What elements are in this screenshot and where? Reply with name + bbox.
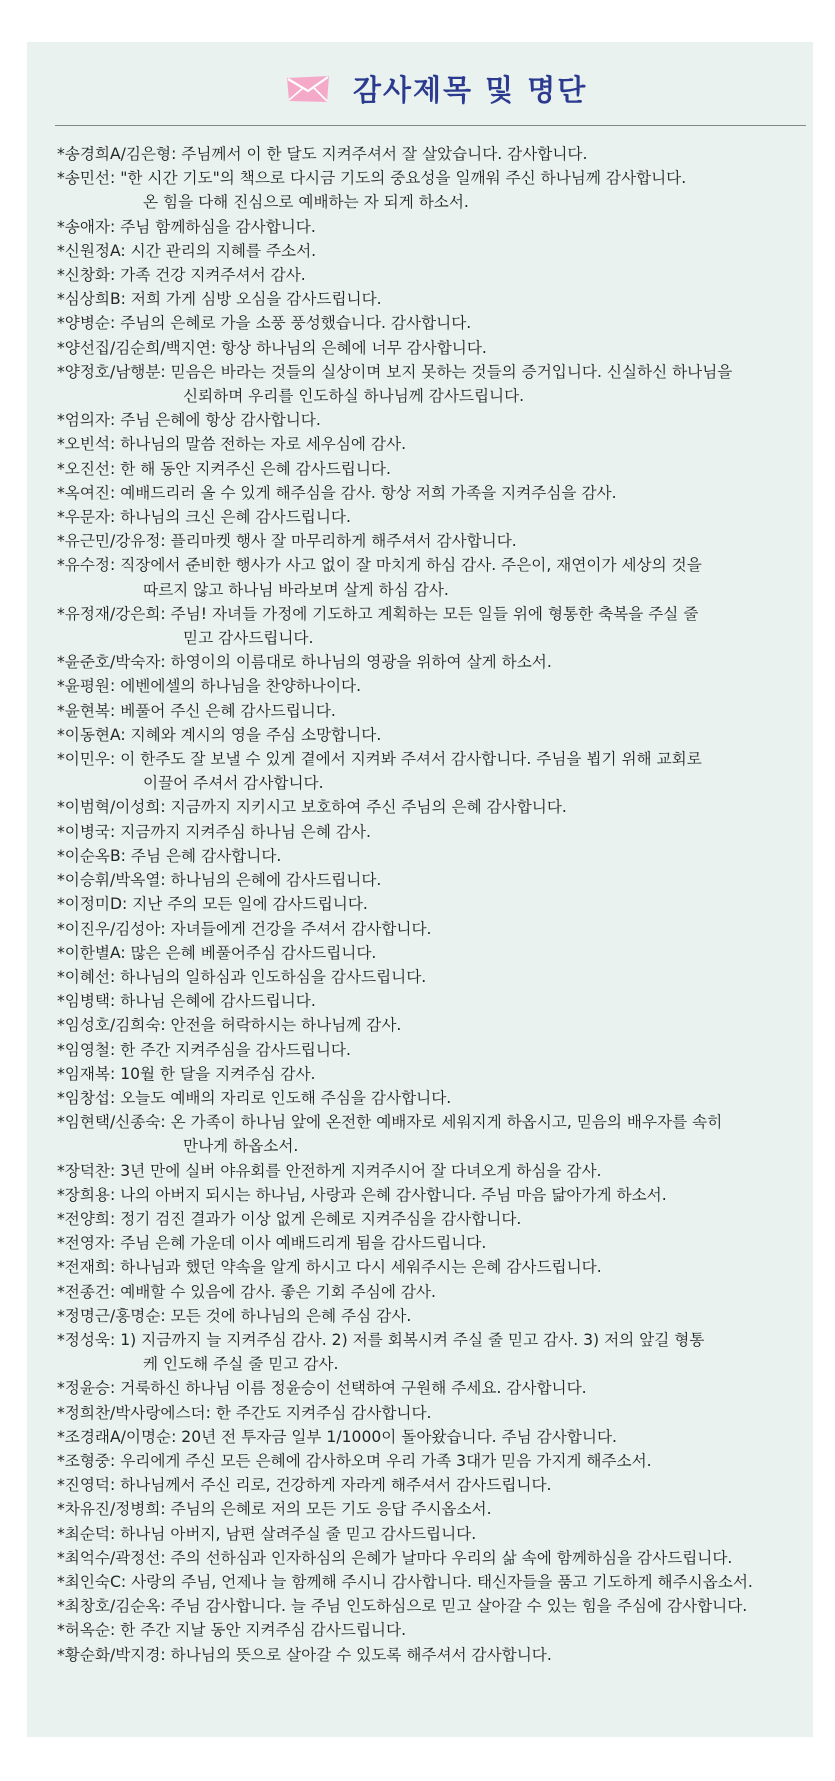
entry-continuation: 케 인도해 주실 줄 믿고 감사. bbox=[143, 1355, 339, 1374]
list-item bbox=[57, 795, 807, 819]
thanks-list bbox=[57, 142, 807, 1667]
thanks-card bbox=[27, 42, 813, 1737]
entry-text: *윤평원: 에벤에셀의 하나님을 찬양하나이다. bbox=[57, 677, 362, 696]
list-item bbox=[57, 408, 807, 432]
list-item bbox=[57, 457, 807, 481]
list-item bbox=[57, 1062, 807, 1086]
list-item bbox=[57, 311, 807, 335]
list-item bbox=[57, 505, 807, 529]
entry-text: *임재복: 10월 한 달을 지켜주심 감사. bbox=[57, 1064, 316, 1083]
entry-text: *심상희B: 저희 가게 심방 오심을 감사드립니다. bbox=[57, 290, 382, 309]
list-item bbox=[57, 1159, 807, 1183]
list-item bbox=[57, 215, 807, 239]
entry-continuation: 이끌어 주셔서 감사합니다. bbox=[143, 774, 324, 793]
entry-continuation: 온 힘을 다해 진심으로 예배하는 자 되게 하소서. bbox=[143, 193, 469, 212]
list-item bbox=[57, 336, 807, 360]
list-item bbox=[57, 1280, 807, 1304]
header bbox=[27, 70, 813, 110]
list-item bbox=[57, 1522, 807, 1546]
entry-text: *엄의자: 주님 은혜에 항상 감사합니다. bbox=[57, 411, 321, 430]
entry-text: *최억수/곽정선: 주의 선하심과 인자하심의 은혜가 날마다 우리의 삶 속에 함께하심을 감사드립니다. bbox=[57, 1548, 733, 1567]
entry-text: *유수정: 직장에서 준비한 행사가 사고 없이 잘 마치게 하심 감사. 주은이, 재연이가 세상의 것을 bbox=[57, 556, 702, 575]
entry-text: *송민선: "한 시간 기도"의 책으로 다시금 기도의 중요성을 일깨워 주신 하나님께 감사합니다. bbox=[57, 169, 687, 188]
list-item bbox=[57, 723, 807, 747]
entry-text: *이승휘/박옥열: 하나님의 은혜에 감사드립니다. bbox=[57, 871, 382, 890]
list-item bbox=[57, 1255, 807, 1279]
list-item bbox=[57, 699, 807, 723]
list-item bbox=[57, 1643, 807, 1667]
list-item bbox=[57, 1183, 807, 1207]
list-item bbox=[57, 868, 807, 892]
list-item bbox=[57, 287, 807, 311]
page-title: 감사제목 및 명단 bbox=[353, 73, 588, 107]
title-divider bbox=[55, 125, 806, 126]
entry-text: *임영철: 한 주간 지켜주심을 감사드립니다. bbox=[57, 1040, 351, 1059]
entry-text: *송경희A/김은형: 주님께서 이 한 달도 지켜주셔서 잘 살았습니다. 감사합니다. bbox=[57, 145, 588, 163]
entry-text: *임병택: 하나님 은혜에 감사드립니다. bbox=[57, 992, 316, 1011]
entry-text: *신원정A: 시간 관리의 지혜를 주소서. bbox=[57, 241, 317, 260]
list-item bbox=[57, 989, 807, 1013]
list-item bbox=[57, 1401, 807, 1425]
list-item bbox=[57, 1449, 807, 1473]
entry-text: *조형중: 우리에게 주신 모든 은혜에 감사하오며 우리 가족 3대가 믿음 가지게 해주소서. bbox=[57, 1451, 652, 1470]
entry-text: *옥여진: 예배드리러 올 수 있게 해주심을 감사. 항상 저희 가족을 지켜주심을 감사. bbox=[57, 483, 617, 502]
list-item bbox=[57, 820, 807, 844]
entry-text: *진영덕: 하나님께서 주신 리로, 건강하게 자라게 해주셔서 감사드립니다. bbox=[57, 1476, 552, 1495]
list-item bbox=[57, 917, 807, 941]
list-item bbox=[57, 1086, 807, 1110]
list-item bbox=[57, 1207, 807, 1231]
entry-continuation: 믿고 감사드립니다. bbox=[183, 629, 314, 648]
list-item bbox=[57, 1473, 807, 1497]
entry-text: *허옥순: 한 주간 지날 동안 지켜주심 감사드립니다. bbox=[57, 1621, 407, 1640]
entry-text: *이정미D: 지난 주의 모든 일에 감사드립니다. bbox=[57, 895, 368, 914]
entry-text: *이민우: 이 한주도 잘 보낼 수 있게 곁에서 지켜봐 주셔서 감사합니다. 주님을 뵙기 위해 교회로 bbox=[57, 750, 702, 769]
entry-text: *양병순: 주님의 은혜로 가을 소풍 풍성했습니다. 감사합니다. bbox=[57, 314, 472, 333]
list-item bbox=[57, 892, 807, 916]
list-item bbox=[57, 166, 807, 214]
list-item bbox=[57, 1328, 807, 1376]
list-item bbox=[57, 1376, 807, 1400]
list-item bbox=[57, 1110, 807, 1158]
entry-text: *우문자: 하나님의 크신 은혜 감사드립니다. bbox=[57, 508, 351, 527]
list-item bbox=[57, 674, 807, 698]
list-item bbox=[57, 1618, 807, 1642]
entry-text: *양정호/남행분: 믿음은 바라는 것들의 실상이며 보지 못하는 것들의 증거입니다. 신실하신 하나님을 bbox=[57, 362, 733, 381]
entry-text: *장희용: 나의 아버지 되시는 하나님, 사랑과 은혜 감사합니다. 주님 마음 닮아가게 하소서. bbox=[57, 1185, 667, 1204]
entry-text: *이한별A: 많은 은혜 베풀어주심 감사드립니다. bbox=[57, 943, 377, 962]
entry-text: *이혜선: 하나님의 일하심과 인도하심을 감사드립니다. bbox=[57, 967, 427, 986]
list-item bbox=[57, 650, 807, 674]
entry-text: *황순화/박지경: 하나님의 뜻으로 살아갈 수 있도록 해주셔서 감사합니다. bbox=[57, 1645, 552, 1664]
list-item bbox=[57, 239, 807, 263]
entry-text: *정명근/홍명순: 모든 것에 하나님의 은혜 주심 감사. bbox=[57, 1306, 412, 1325]
envelope-icon bbox=[285, 74, 331, 104]
list-item bbox=[57, 602, 807, 650]
entry-text: *이동현A: 지혜와 계시의 영을 주심 소망합니다. bbox=[57, 725, 382, 744]
entry-continuation: 만나게 하옵소서. bbox=[183, 1137, 299, 1156]
list-item bbox=[57, 941, 807, 965]
entry-text: *전영자: 주님 은혜 가운데 이사 예배드리게 됨을 감사드립니다. bbox=[57, 1234, 487, 1253]
list-item bbox=[57, 263, 807, 287]
entry-text: *최창호/김순옥: 주님 감사합니다. 늘 주님 인도하심으로 믿고 살아갈 수 있는 힘을 주심에 감사합니다. bbox=[57, 1597, 748, 1616]
entry-text: *임현택/신종숙: 온 가족이 하나님 앞에 온전한 예배자로 세워지게 하옵시고, 믿음의 배우자를 속히 bbox=[57, 1113, 723, 1132]
entry-text: *이진우/김성아: 자녀들에게 건강을 주셔서 감사합니다. bbox=[57, 919, 432, 938]
list-item bbox=[57, 1594, 807, 1618]
entry-text: *오빈석: 하나님의 말씀 전하는 자로 세우심에 감사. bbox=[57, 435, 407, 454]
entry-text: *오진선: 한 해 동안 지켜주신 은혜 감사드립니다. bbox=[57, 459, 391, 478]
list-item bbox=[57, 965, 807, 989]
entry-text: *윤현복: 베풀어 주신 은혜 감사드립니다. bbox=[57, 701, 336, 720]
list-item bbox=[57, 1231, 807, 1255]
entry-text: *최순덕: 하나님 아버지, 남편 살려주실 줄 믿고 감사드립니다. bbox=[57, 1524, 477, 1543]
entry-text: *이범혁/이성희: 지금까지 지키시고 보호하여 주신 주님의 은혜 감사합니다. bbox=[57, 798, 567, 817]
entry-text: *이순옥B: 주님 은혜 감사합니다. bbox=[57, 846, 282, 865]
entry-text: *최인숙C: 사랑의 주님, 언제나 늘 함께해 주시니 감사합니다. 태신자들을 품고 기도하게 해주시옵소서. bbox=[57, 1572, 753, 1591]
list-item bbox=[57, 529, 807, 553]
entry-continuation: 신뢰하며 우리를 인도하실 하나님께 감사드립니다. bbox=[183, 387, 525, 406]
entry-text: *정성욱: 1) 지금까지 늘 지켜주심 감사. 2) 저를 회복시켜 주실 줄 믿고 감사. 3) 저의 앞길 형통 bbox=[57, 1330, 705, 1349]
entry-text: *신창화: 가족 건강 지켜주셔서 감사. bbox=[57, 266, 306, 285]
entry-text: *송애자: 주님 함께하심을 감사합니다. bbox=[57, 217, 316, 236]
entry-text: *이병국: 지금까지 지켜주심 하나님 은혜 감사. bbox=[57, 822, 371, 841]
entry-text: *조경래A/이명순: 20년 전 투자금 일부 1/1000이 돌아왔습니다. 주님 감사합니다. bbox=[57, 1427, 617, 1446]
list-item bbox=[57, 1570, 807, 1594]
list-item bbox=[57, 360, 807, 408]
list-item bbox=[57, 481, 807, 505]
entry-text: *정희찬/박사랑에스더: 한 주간도 지켜주심 감사합니다. bbox=[57, 1403, 432, 1422]
entry-continuation: 따르지 않고 하나님 바라보며 살게 하심 감사. bbox=[143, 580, 449, 599]
list-item bbox=[57, 1546, 807, 1570]
list-item bbox=[57, 142, 807, 166]
entry-text: *양선집/김순희/백지연: 항상 하나님의 은혜에 너무 감사합니다. bbox=[57, 338, 487, 357]
entry-text: *전종건: 예배할 수 있음에 감사. 좋은 기회 주심에 감사. bbox=[57, 1282, 436, 1301]
list-item bbox=[57, 553, 807, 601]
entry-text: *전양희: 정기 검진 결과가 이상 없게 은혜로 지켜주심을 감사합니다. bbox=[57, 1209, 522, 1228]
entry-text: *전재희: 하나님과 했던 약속을 알게 하시고 다시 세워주시는 은혜 감사드립니다. bbox=[57, 1258, 602, 1277]
entry-text: *윤준호/박숙자: 하영이의 이름대로 하나님의 영광을 위하여 살게 하소서. bbox=[57, 653, 552, 672]
entry-text: *유근민/강유정: 플리마켓 행사 잘 마무리하게 해주셔서 감사합니다. bbox=[57, 532, 517, 551]
entry-text: *차유진/정병희: 주님의 은혜로 저의 모든 기도 응답 주시옵소서. bbox=[57, 1500, 492, 1519]
list-item bbox=[57, 1425, 807, 1449]
entry-text: *유정재/강은희: 주님! 자녀들 가정에 기도하고 계획하는 모든 일들 위에 형통한 축복을 주실 줄 bbox=[57, 604, 699, 623]
entry-text: *임성호/김희숙: 안전을 허락하시는 하나님께 감사. bbox=[57, 1016, 402, 1035]
entry-text: *정윤승: 거룩하신 하나님 이름 정윤승이 선택하여 구원해 주세요. 감사합니다. bbox=[57, 1379, 587, 1398]
list-item bbox=[57, 432, 807, 456]
list-item bbox=[57, 1013, 807, 1037]
list-item bbox=[57, 844, 807, 868]
list-item bbox=[57, 1038, 807, 1062]
list-item bbox=[57, 1497, 807, 1521]
entry-text: *임창섭: 오늘도 예배의 자리로 인도해 주심을 감사합니다. bbox=[57, 1088, 452, 1107]
entry-text: *장덕찬: 3년 만에 실버 야유회를 안전하게 지켜주시어 잘 다녀오게 하심을 감사. bbox=[57, 1161, 602, 1180]
list-item bbox=[57, 747, 807, 795]
list-item bbox=[57, 1304, 807, 1328]
